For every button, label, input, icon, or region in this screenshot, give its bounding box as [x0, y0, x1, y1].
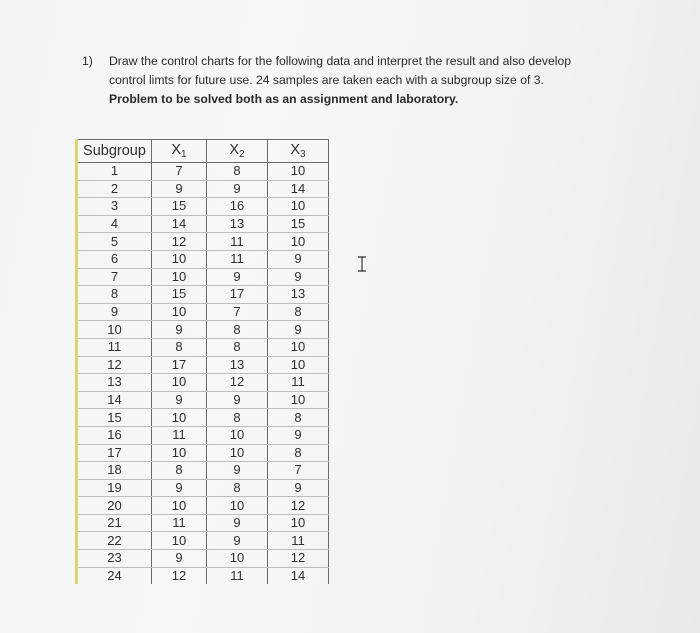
cell-x3: 8	[268, 409, 329, 427]
header-x1-sub: 1	[181, 149, 187, 160]
cell-x1: 12	[152, 567, 207, 584]
table-row	[77, 215, 329, 233]
cell-subgroup: 8	[77, 286, 152, 304]
cell-x3: 10	[268, 233, 329, 251]
cell-x1: 10	[152, 374, 207, 392]
table-row	[77, 462, 329, 480]
cell-x2: 8	[207, 479, 268, 497]
cell-x1: 10	[152, 303, 207, 321]
cell-x1: 9	[152, 391, 207, 409]
cell-x2: 9	[207, 391, 268, 409]
table-header-row	[77, 140, 329, 163]
cell-x2: 9	[207, 532, 268, 550]
header-x3-base: X	[290, 142, 301, 158]
cell-x1: 8	[152, 462, 207, 480]
question-line-3: Problem to be solved both as an assignment and laboratory.	[109, 92, 459, 106]
cell-x1: 11	[152, 426, 207, 444]
cell-x3: 9	[268, 479, 329, 497]
cell-x3: 8	[268, 444, 329, 462]
cell-subgroup: 23	[77, 550, 152, 568]
cell-x2: 11	[207, 567, 268, 584]
cell-x3: 10	[268, 163, 329, 181]
table-row	[77, 356, 329, 374]
cell-subgroup: 4	[77, 215, 152, 233]
cell-x2: 9	[207, 462, 268, 480]
table-row	[77, 286, 329, 304]
table-row	[77, 444, 329, 462]
cell-subgroup: 21	[77, 514, 152, 532]
cell-subgroup: 18	[77, 462, 152, 480]
cell-x2: 13	[207, 215, 268, 233]
cell-x2: 11	[207, 233, 268, 251]
cell-x3: 8	[268, 303, 329, 321]
cell-x3: 12	[268, 497, 329, 515]
cell-x1: 9	[152, 479, 207, 497]
table-row	[77, 163, 329, 181]
cell-x3: 13	[268, 286, 329, 304]
cell-subgroup: 19	[77, 479, 152, 497]
cell-x3: 10	[268, 514, 329, 532]
cell-subgroup: 16	[77, 426, 152, 444]
question-line-1: Draw the control charts for the following data and interpret the result and also develop	[109, 54, 572, 68]
cell-x3: 9	[268, 426, 329, 444]
cell-x2: 8	[207, 338, 268, 356]
cell-x1: 10	[152, 444, 207, 462]
cell-x3: 12	[268, 550, 329, 568]
cell-x3: 11	[268, 532, 329, 550]
cell-x1: 11	[152, 514, 207, 532]
table-row	[77, 391, 329, 409]
data-table	[75, 139, 329, 584]
question-number: 1)	[82, 54, 93, 68]
cell-subgroup: 7	[77, 268, 152, 286]
cell-x1: 7	[152, 163, 207, 181]
table-row	[77, 550, 329, 568]
header-subgroup: Subgroup	[77, 140, 152, 163]
cell-x3: 15	[268, 215, 329, 233]
cell-subgroup: 1	[77, 163, 152, 181]
table-row	[77, 250, 329, 268]
cell-subgroup: 14	[77, 391, 152, 409]
cell-x2: 8	[207, 409, 268, 427]
table-row	[77, 479, 329, 497]
question-text	[109, 52, 642, 109]
table-row	[77, 338, 329, 356]
table-row	[77, 180, 329, 198]
cell-x2: 10	[207, 444, 268, 462]
header-x1	[152, 140, 207, 163]
cell-subgroup: 6	[77, 250, 152, 268]
cell-x3: 10	[268, 338, 329, 356]
cell-x3: 7	[268, 462, 329, 480]
cell-x1: 9	[152, 321, 207, 339]
table-row	[77, 409, 329, 427]
cell-x3: 9	[268, 268, 329, 286]
cell-subgroup: 20	[77, 497, 152, 515]
table-row	[77, 497, 329, 515]
cell-x1: 12	[152, 233, 207, 251]
cell-x2: 8	[207, 321, 268, 339]
table-row	[77, 567, 329, 584]
cell-subgroup: 11	[77, 338, 152, 356]
cell-x3: 10	[268, 198, 329, 216]
cell-x1: 9	[152, 550, 207, 568]
text-cursor-icon	[357, 256, 367, 272]
table-row	[77, 532, 329, 550]
table-row	[77, 198, 329, 216]
cell-x2: 9	[207, 268, 268, 286]
cell-x2: 17	[207, 286, 268, 304]
table-row	[77, 426, 329, 444]
table-row	[77, 233, 329, 251]
cell-x1: 10	[152, 497, 207, 515]
header-x1-base: X	[171, 142, 182, 158]
cell-x3: 11	[268, 374, 329, 392]
question-line-2: control limts for future use. 24 samples are taken each with a subgroup size of 3.	[109, 73, 544, 87]
cell-x1: 8	[152, 338, 207, 356]
cell-x1: 10	[152, 409, 207, 427]
table-row	[77, 321, 329, 339]
cell-x3: 9	[268, 250, 329, 268]
cell-x2: 8	[207, 163, 268, 181]
table-row	[77, 268, 329, 286]
cell-subgroup: 2	[77, 180, 152, 198]
cell-x2: 10	[207, 426, 268, 444]
cell-subgroup: 13	[77, 374, 152, 392]
header-x2	[207, 140, 268, 163]
header-x2-sub: 2	[239, 149, 245, 160]
table-body	[77, 163, 329, 585]
cell-x2: 10	[207, 550, 268, 568]
cell-subgroup: 9	[77, 303, 152, 321]
cell-subgroup: 12	[77, 356, 152, 374]
table-row	[77, 303, 329, 321]
cell-x3: 14	[268, 567, 329, 584]
cell-x1: 10	[152, 268, 207, 286]
header-x3	[268, 140, 329, 163]
cell-x3: 9	[268, 321, 329, 339]
table-row	[77, 514, 329, 532]
header-x3-sub: 3	[300, 149, 306, 160]
cell-x3: 10	[268, 356, 329, 374]
cell-x2: 12	[207, 374, 268, 392]
cell-x2: 11	[207, 250, 268, 268]
cell-x3: 14	[268, 180, 329, 198]
cell-x1: 17	[152, 356, 207, 374]
cell-x1: 10	[152, 250, 207, 268]
cell-subgroup: 15	[77, 409, 152, 427]
cell-x1: 15	[152, 198, 207, 216]
cell-subgroup: 5	[77, 233, 152, 251]
header-x2-base: X	[229, 142, 240, 158]
cell-subgroup: 17	[77, 444, 152, 462]
cell-x1: 14	[152, 215, 207, 233]
cell-subgroup: 22	[77, 532, 152, 550]
cell-x3: 10	[268, 391, 329, 409]
cell-subgroup: 3	[77, 198, 152, 216]
cell-x1: 15	[152, 286, 207, 304]
cell-x1: 9	[152, 180, 207, 198]
cell-subgroup: 24	[77, 567, 152, 584]
cell-subgroup: 10	[77, 321, 152, 339]
cell-x2: 16	[207, 198, 268, 216]
cell-x2: 9	[207, 514, 268, 532]
table-row	[77, 374, 329, 392]
question-block	[82, 52, 642, 109]
cell-x2: 10	[207, 497, 268, 515]
cell-x2: 9	[207, 180, 268, 198]
cell-x1: 10	[152, 532, 207, 550]
cell-x2: 13	[207, 356, 268, 374]
cell-x2: 7	[207, 303, 268, 321]
